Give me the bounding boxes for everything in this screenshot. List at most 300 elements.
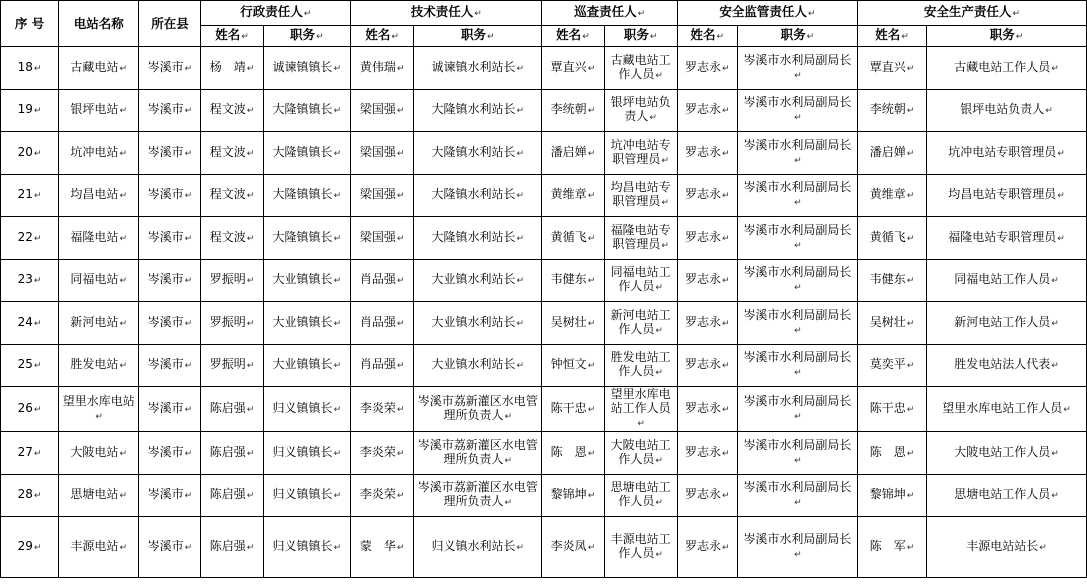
cell-tech-name-text: 李炎荣 ↵ <box>360 487 405 501</box>
cell-station-name-text: 古藏电站 ↵ <box>70 60 127 74</box>
cell-patrol-position-text: 福隆电站专职管理员 ↵ <box>611 223 671 251</box>
cell-admin-position-text: 归义镇镇长 ↵ <box>273 487 342 501</box>
cell-tech-position <box>414 474 542 517</box>
cell-patrol-position-text: 新河电站工作人员 ↵ <box>611 308 671 336</box>
cell-tech-name <box>351 387 414 432</box>
cell-admin-name <box>201 89 263 132</box>
cell-production-name-text: 韦健东 ↵ <box>870 272 915 286</box>
cell-seq-text: 26 ↵ <box>18 401 42 415</box>
cell-patrol-position <box>604 259 677 302</box>
subheader-position: 职务 ↵ <box>604 26 677 47</box>
cell-patrol-name <box>542 132 604 175</box>
cell-seq <box>1 259 59 302</box>
table-row <box>1 259 1087 302</box>
cell-admin-position <box>263 89 351 132</box>
cell-county-text: 岑溪市 ↵ <box>148 445 193 459</box>
cell-supervision-name-text: 罗志永 ↵ <box>685 145 730 159</box>
cell-tech-position-text: 大业镇水利站长 ↵ <box>432 315 525 329</box>
cell-supervision-name <box>677 517 737 578</box>
cell-production-name <box>857 217 926 260</box>
cell-tech-position-text: 岑溪市荔新灌区水电管理所负责人 ↵ <box>418 394 538 422</box>
cell-station-name <box>59 302 139 345</box>
cell-seq-text: 28 ↵ <box>18 487 42 501</box>
cell-admin-name-text: 程文波 ↵ <box>210 230 255 244</box>
cell-patrol-position <box>604 217 677 260</box>
cell-patrol-name <box>542 344 604 387</box>
table-row <box>1 432 1087 475</box>
cell-production-name <box>857 474 926 517</box>
cell-production-name-text: 覃直兴 ↵ <box>870 60 915 74</box>
cell-county <box>139 387 201 432</box>
cell-admin-position <box>263 517 351 578</box>
cell-production-position <box>927 387 1087 432</box>
cell-tech-position <box>414 132 542 175</box>
cell-patrol-name-text: 潘启婵 ↵ <box>551 145 596 159</box>
table-row <box>1 517 1087 578</box>
cell-station-name-text: 同福电站 ↵ <box>70 272 127 286</box>
cell-patrol-position-text: 丰源电站工作人员 ↵ <box>611 532 671 560</box>
cell-tech-name-text: 梁国强 ↵ <box>360 187 405 201</box>
cell-patrol-name-text: 钟恒文 ↵ <box>551 357 596 371</box>
cell-production-name-text: 莫奕平 ↵ <box>870 357 915 371</box>
cell-admin-name <box>201 517 263 578</box>
cell-supervision-position <box>737 474 857 517</box>
cell-admin-name <box>201 474 263 517</box>
cell-admin-position <box>263 474 351 517</box>
cell-supervision-position <box>737 174 857 217</box>
cell-patrol-name-text: 韦健东 ↵ <box>551 272 596 286</box>
cell-supervision-position <box>737 344 857 387</box>
cell-production-position-text: 银坪电站负责人 ↵ <box>960 102 1053 116</box>
header-tech: 技术责任人 ↵ <box>351 1 542 26</box>
cell-county <box>139 517 201 578</box>
cell-tech-position-text: 岑溪市荔新灌区水电管理所负责人 ↵ <box>418 438 538 466</box>
cell-patrol-name <box>542 259 604 302</box>
cell-admin-position-text: 诚谏镇镇长 ↵ <box>273 60 342 74</box>
cell-supervision-position <box>737 259 857 302</box>
cell-admin-position-text: 大隆镇镇长 ↵ <box>273 187 342 201</box>
cell-production-position-text: 古藏电站工作人员 ↵ <box>954 60 1059 74</box>
cell-supervision-name <box>677 132 737 175</box>
cell-production-position <box>927 302 1087 345</box>
cell-admin-position <box>263 47 351 90</box>
cell-supervision-name-text: 罗志永 ↵ <box>685 401 730 415</box>
cell-seq-text: 23 ↵ <box>18 272 42 286</box>
cell-seq-text: 18 ↵ <box>18 60 42 74</box>
cell-seq <box>1 217 59 260</box>
table-row <box>1 47 1087 90</box>
cell-seq <box>1 432 59 475</box>
cell-station-name <box>59 517 139 578</box>
cell-tech-position-text: 大隆镇水利站长 ↵ <box>432 187 525 201</box>
cell-county-text: 岑溪市 ↵ <box>148 187 193 201</box>
cell-station-name-text: 新河电站 ↵ <box>70 315 127 329</box>
cell-supervision-position-text: 岑溪市水利局副局长 ↵ <box>743 350 851 378</box>
header-safety-production: 安全生产责任人 ↵ <box>857 1 1086 26</box>
cell-seq <box>1 302 59 345</box>
cell-admin-position <box>263 344 351 387</box>
cell-supervision-position-text: 岑溪市水利局副局长 ↵ <box>743 53 851 81</box>
cell-tech-position-text: 大隆镇水利站长 ↵ <box>432 145 525 159</box>
cell-supervision-name-text: 罗志永 ↵ <box>685 187 730 201</box>
cell-tech-name <box>351 517 414 578</box>
cell-supervision-position <box>737 302 857 345</box>
cell-supervision-position-text: 岑溪市水利局副局长 ↵ <box>743 138 851 166</box>
table-row <box>1 132 1087 175</box>
cell-production-name <box>857 259 926 302</box>
cell-patrol-position-text: 均昌电站专职管理员 ↵ <box>611 180 671 208</box>
cell-production-name-text: 黄循飞 ↵ <box>870 230 915 244</box>
cell-production-position-text: 望里水库电站工作人员 ↵ <box>942 401 1071 415</box>
header-station: 电站名称 <box>59 1 139 47</box>
cell-production-position <box>927 474 1087 517</box>
cell-admin-name <box>201 217 263 260</box>
cell-production-position <box>927 89 1087 132</box>
cell-supervision-position-text: 岑溪市水利局副局长 ↵ <box>743 438 851 466</box>
cell-supervision-position-text: 岑溪市水利局副局长 ↵ <box>743 394 851 422</box>
header-row-top <box>1 1 1087 26</box>
cell-county-text: 岑溪市 ↵ <box>148 539 193 553</box>
cell-tech-position <box>414 432 542 475</box>
cell-production-name <box>857 89 926 132</box>
cell-admin-position <box>263 217 351 260</box>
cell-tech-name-text: 李炎荣 ↵ <box>360 445 405 459</box>
subheader-name: 姓名 ↵ <box>542 26 604 47</box>
cell-patrol-position <box>604 302 677 345</box>
cell-admin-name-text: 程文波 ↵ <box>210 145 255 159</box>
cell-patrol-position <box>604 132 677 175</box>
cell-supervision-position <box>737 132 857 175</box>
header-admin: 行政责任人 ↵ <box>201 1 351 26</box>
cell-seq-text: 21 ↵ <box>18 187 42 201</box>
cell-patrol-position <box>604 387 677 432</box>
cell-tech-position <box>414 302 542 345</box>
cell-station-name <box>59 132 139 175</box>
cell-patrol-position-text: 胜发电站工作人员 ↵ <box>611 350 671 378</box>
cell-county-text: 岑溪市 ↵ <box>148 401 193 415</box>
cell-patrol-position <box>604 174 677 217</box>
table-row <box>1 217 1087 260</box>
cell-admin-name <box>201 132 263 175</box>
cell-patrol-position-text: 同福电站工作人员 ↵ <box>611 265 671 293</box>
cell-patrol-name <box>542 217 604 260</box>
cell-admin-name-text: 罗振明 ↵ <box>210 315 255 329</box>
cell-station-name <box>59 474 139 517</box>
cell-tech-position <box>414 344 542 387</box>
cell-supervision-name <box>677 432 737 475</box>
cell-county-text: 岑溪市 ↵ <box>148 315 193 329</box>
cell-supervision-position-text: 岑溪市水利局副局长 ↵ <box>743 180 851 208</box>
cell-county <box>139 259 201 302</box>
cell-production-name-text: 陈干忠 ↵ <box>870 401 915 415</box>
cell-county <box>139 47 201 90</box>
cell-production-position-text: 同福电站工作人员 ↵ <box>954 272 1059 286</box>
cell-admin-name-text: 陈启强 ↵ <box>210 487 255 501</box>
header-seq: 序 号 <box>1 1 59 47</box>
cell-production-name <box>857 517 926 578</box>
subheader-position: 职务 ↵ <box>263 26 351 47</box>
cell-production-name-text: 黄维章 ↵ <box>870 187 915 201</box>
cell-tech-position-text: 大隆镇水利站长 ↵ <box>432 102 525 116</box>
cell-admin-position-text: 大业镇镇长 ↵ <box>273 315 342 329</box>
cell-supervision-position <box>737 47 857 90</box>
cell-supervision-position <box>737 517 857 578</box>
cell-admin-name <box>201 259 263 302</box>
cell-county-text: 岑溪市 ↵ <box>148 102 193 116</box>
cell-tech-name <box>351 217 414 260</box>
cell-admin-name <box>201 47 263 90</box>
cell-station-name <box>59 47 139 90</box>
cell-admin-name-text: 陈启强 ↵ <box>210 401 255 415</box>
cell-supervision-name-text: 罗志永 ↵ <box>685 102 730 116</box>
cell-tech-position <box>414 387 542 432</box>
cell-production-name <box>857 344 926 387</box>
cell-tech-position-text: 大业镇水利站长 ↵ <box>432 272 525 286</box>
subheader-name: 姓名 ↵ <box>201 26 263 47</box>
cell-admin-position <box>263 132 351 175</box>
cell-seq <box>1 174 59 217</box>
cell-admin-position-text: 归义镇镇长 ↵ <box>273 445 342 459</box>
cell-county-text: 岑溪市 ↵ <box>148 230 193 244</box>
cell-county <box>139 89 201 132</box>
cell-production-position-text: 胜发电站法人代表 ↵ <box>954 357 1059 371</box>
cell-admin-name-text: 罗振明 ↵ <box>210 357 255 371</box>
cell-tech-position <box>414 174 542 217</box>
cell-seq-text: 24 ↵ <box>18 315 42 329</box>
cell-admin-position <box>263 259 351 302</box>
cell-admin-name-text: 陈启强 ↵ <box>210 445 255 459</box>
cell-admin-position <box>263 174 351 217</box>
cell-admin-position-text: 大业镇镇长 ↵ <box>273 357 342 371</box>
cell-supervision-position-text: 岑溪市水利局副局长 ↵ <box>743 532 851 560</box>
cell-patrol-position <box>604 432 677 475</box>
cell-station-name <box>59 259 139 302</box>
cell-supervision-name <box>677 217 737 260</box>
cell-station-name <box>59 89 139 132</box>
cell-tech-name <box>351 259 414 302</box>
cell-supervision-name-text: 罗志永 ↵ <box>685 230 730 244</box>
table-row <box>1 302 1087 345</box>
cell-admin-position <box>263 387 351 432</box>
cell-station-name-text: 均昌电站 ↵ <box>70 187 127 201</box>
header-safety-supervision: 安全监管责任人 ↵ <box>677 1 857 26</box>
cell-supervision-position-text: 岑溪市水利局副局长 ↵ <box>743 95 851 123</box>
cell-production-name-text: 陈 恩 ↵ <box>870 445 915 459</box>
cell-patrol-position-text: 古藏电站工作人员 ↵ <box>611 53 671 81</box>
cell-tech-name <box>351 474 414 517</box>
cell-patrol-name <box>542 474 604 517</box>
cell-seq-text: 25 ↵ <box>18 357 42 371</box>
cell-supervision-position-text: 岑溪市水利局副局长 ↵ <box>743 223 851 251</box>
cell-patrol-name-text: 黄循飞 ↵ <box>551 230 596 244</box>
cell-tech-position <box>414 89 542 132</box>
cell-county <box>139 432 201 475</box>
cell-production-position-text: 均昌电站专职管理员 ↵ <box>948 187 1065 201</box>
cell-patrol-position-text: 思塘电站工作人员 ↵ <box>611 480 671 508</box>
cell-station-name-text: 望里水库电站 ↵ <box>63 394 135 422</box>
cell-county <box>139 302 201 345</box>
cell-tech-name <box>351 302 414 345</box>
table-row <box>1 387 1087 432</box>
cell-tech-position-text: 岑溪市荔新灌区水电管理所负责人 ↵ <box>418 480 538 508</box>
cell-seq <box>1 387 59 432</box>
cell-production-name <box>857 432 926 475</box>
cell-patrol-position <box>604 344 677 387</box>
cell-tech-position <box>414 517 542 578</box>
cell-tech-name-text: 肖品强 ↵ <box>360 272 405 286</box>
cell-county-text: 岑溪市 ↵ <box>148 145 193 159</box>
cell-production-name-text: 陈 军 ↵ <box>870 539 915 553</box>
cell-patrol-position-text: 坑冲电站专职管理员 ↵ <box>611 138 671 166</box>
cell-admin-position <box>263 302 351 345</box>
cell-patrol-position <box>604 474 677 517</box>
subheader-position: 职务 ↵ <box>414 26 542 47</box>
cell-seq <box>1 132 59 175</box>
cell-patrol-position <box>604 89 677 132</box>
cell-supervision-name-text: 罗志永 ↵ <box>685 487 730 501</box>
cell-production-name <box>857 302 926 345</box>
cell-supervision-name <box>677 89 737 132</box>
cell-admin-name-text: 陈启强 ↵ <box>210 539 255 553</box>
cell-supervision-position <box>737 217 857 260</box>
cell-admin-position-text: 归义镇镇长 ↵ <box>273 401 342 415</box>
cell-seq <box>1 344 59 387</box>
cell-patrol-position <box>604 47 677 90</box>
cell-supervision-name-text: 罗志永 ↵ <box>685 60 730 74</box>
cell-tech-position <box>414 217 542 260</box>
cell-supervision-position-text: 岑溪市水利局副局长 ↵ <box>743 308 851 336</box>
cell-county <box>139 174 201 217</box>
subheader-name: 姓名 ↵ <box>857 26 926 47</box>
cell-tech-name <box>351 432 414 475</box>
cell-patrol-name-text: 黎锦坤 ↵ <box>551 487 596 501</box>
cell-admin-name <box>201 344 263 387</box>
subheader-name: 姓名 ↵ <box>677 26 737 47</box>
cell-production-name-text: 黎锦坤 ↵ <box>870 487 915 501</box>
cell-supervision-position-text: 岑溪市水利局副局长 ↵ <box>743 265 851 293</box>
cell-seq-text: 22 ↵ <box>18 230 42 244</box>
cell-station-name <box>59 217 139 260</box>
table-body <box>1 47 1087 578</box>
cell-production-position <box>927 344 1087 387</box>
cell-supervision-name <box>677 47 737 90</box>
cell-seq <box>1 47 59 90</box>
cell-seq-text: 20 ↵ <box>18 145 42 159</box>
cell-county <box>139 344 201 387</box>
cell-patrol-name <box>542 302 604 345</box>
header-county: 所在县 <box>139 1 201 47</box>
cell-supervision-name <box>677 344 737 387</box>
cell-tech-name <box>351 47 414 90</box>
cell-supervision-name-text: 罗志永 ↵ <box>685 272 730 286</box>
cell-patrol-name <box>542 517 604 578</box>
cell-county <box>139 217 201 260</box>
cell-admin-name <box>201 174 263 217</box>
cell-patrol-position-text: 大陂电站工作人员 ↵ <box>611 438 671 466</box>
cell-tech-name-text: 梁国强 ↵ <box>360 102 405 116</box>
cell-tech-name <box>351 132 414 175</box>
cell-supervision-name <box>677 474 737 517</box>
cell-seq <box>1 517 59 578</box>
cell-admin-position-text: 大隆镇镇长 ↵ <box>273 230 342 244</box>
cell-supervision-name <box>677 259 737 302</box>
cell-supervision-name <box>677 387 737 432</box>
cell-admin-name-text: 程文波 ↵ <box>210 187 255 201</box>
cell-tech-name <box>351 174 414 217</box>
cell-seq <box>1 89 59 132</box>
cell-admin-position-text: 大隆镇镇长 ↵ <box>273 145 342 159</box>
cell-station-name-text: 胜发电站 ↵ <box>70 357 127 371</box>
cell-patrol-name <box>542 89 604 132</box>
cell-county <box>139 132 201 175</box>
cell-tech-name <box>351 89 414 132</box>
cell-seq-text: 19 ↵ <box>18 102 42 116</box>
cell-patrol-name-text: 陈干忠 ↵ <box>551 401 596 415</box>
cell-patrol-name-text: 覃直兴 ↵ <box>551 60 596 74</box>
cell-tech-name-text: 李炎荣 ↵ <box>360 401 405 415</box>
cell-tech-name-text: 梁国强 ↵ <box>360 145 405 159</box>
cell-patrol-name <box>542 387 604 432</box>
cell-seq-text: 29 ↵ <box>18 539 42 553</box>
cell-tech-position-text: 归义镇水利站长 ↵ <box>432 539 525 553</box>
cell-patrol-position-text: 望里水库电站工作人员 ↵ <box>611 387 671 429</box>
cell-production-position-text: 思塘电站工作人员 ↵ <box>954 487 1059 501</box>
cell-production-position-text: 丰源电站站长 ↵ <box>966 539 1047 553</box>
cell-production-name-text: 潘启婵 ↵ <box>870 145 915 159</box>
cell-supervision-name <box>677 174 737 217</box>
cell-county <box>139 474 201 517</box>
cell-supervision-name-text: 罗志永 ↵ <box>685 357 730 371</box>
cell-seq-text: 27 ↵ <box>18 445 42 459</box>
cell-tech-name-text: 蒙 华 ↵ <box>360 539 405 553</box>
cell-supervision-position <box>737 432 857 475</box>
cell-county-text: 岑溪市 ↵ <box>148 60 193 74</box>
cell-production-position <box>927 217 1087 260</box>
cell-station-name-text: 坑冲电站 ↵ <box>70 145 127 159</box>
cell-patrol-name <box>542 47 604 90</box>
cell-supervision-name-text: 罗志永 ↵ <box>685 445 730 459</box>
cell-county-text: 岑溪市 ↵ <box>148 357 193 371</box>
cell-production-name <box>857 132 926 175</box>
cell-tech-position <box>414 47 542 90</box>
table-row <box>1 89 1087 132</box>
subheader-name: 姓名 ↵ <box>351 26 414 47</box>
cell-station-name-text: 丰源电站 ↵ <box>70 539 127 553</box>
cell-production-position-text: 新河电站工作人员 ↵ <box>954 315 1059 329</box>
cell-admin-position <box>263 432 351 475</box>
table-row <box>1 344 1087 387</box>
cell-station-name-text: 福隆电站 ↵ <box>70 230 127 244</box>
cell-supervision-name <box>677 302 737 345</box>
cell-tech-position-text: 大隆镇水利站长 ↵ <box>432 230 525 244</box>
cell-patrol-name-text: 李炎凤 ↵ <box>551 539 596 553</box>
cell-admin-position-text: 大业镇镇长 ↵ <box>273 272 342 286</box>
cell-tech-position-text: 大业镇水利站长 ↵ <box>432 357 525 371</box>
cell-production-name <box>857 174 926 217</box>
cell-supervision-position-text: 岑溪市水利局副局长 ↵ <box>743 480 851 508</box>
cell-patrol-position <box>604 517 677 578</box>
cell-supervision-position <box>737 387 857 432</box>
cell-admin-name-text: 程文波 ↵ <box>210 102 255 116</box>
table-row <box>1 474 1087 517</box>
cell-patrol-name <box>542 432 604 475</box>
cell-production-name <box>857 387 926 432</box>
cell-station-name <box>59 174 139 217</box>
cell-supervision-name-text: 罗志永 ↵ <box>685 315 730 329</box>
cell-station-name-text: 思塘电站 ↵ <box>70 487 127 501</box>
cell-admin-position-text: 大隆镇镇长 ↵ <box>273 102 342 116</box>
subheader-position: 职务 ↵ <box>737 26 857 47</box>
